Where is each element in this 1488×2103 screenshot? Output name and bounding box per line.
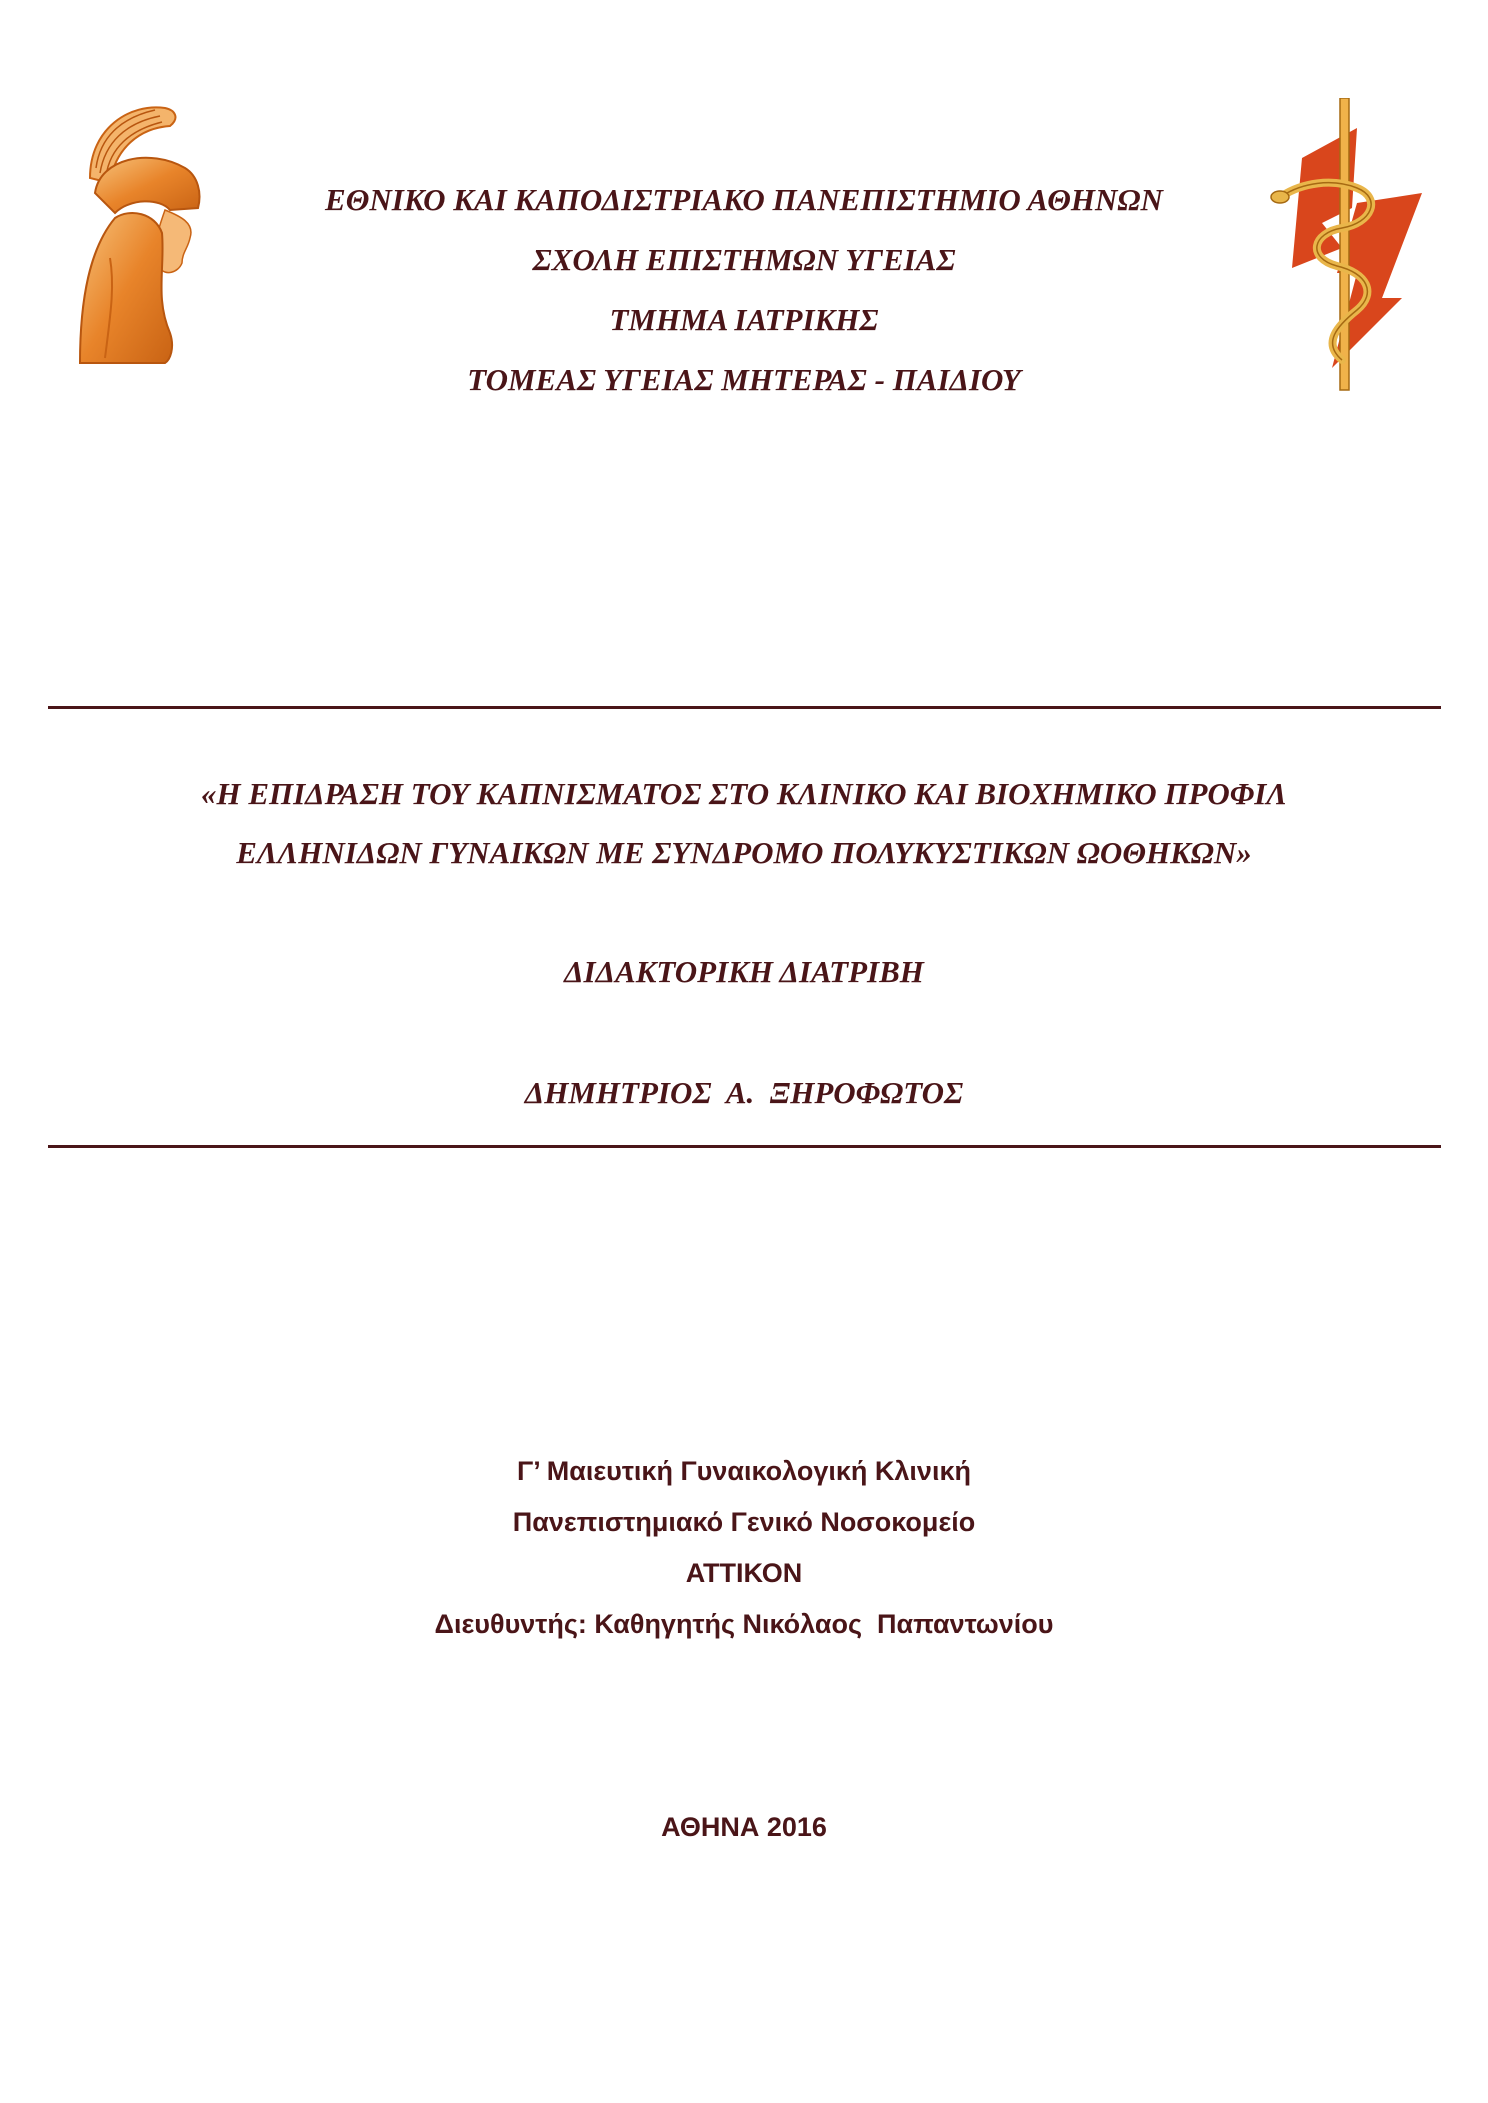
bottom-divider <box>48 1145 1441 1148</box>
thesis-title-line-2: ΕΛΛΗΝΙΔΩΝ ΓΥΝΑΙΚΩΝ ΜΕ ΣΥΝΔΡΟΜΟ ΠΟΛΥΚΥΣΤΙΚΩΝ ΩΟΘΗΚΩΝ» <box>236 835 1252 870</box>
department-name: ΤΜΗΜΑ ΙΑΤΡΙΚΗΣ <box>609 302 879 337</box>
school-name: ΣΧΟΛΗ ΕΠΙΣΤΗΜΩΝ ΥΓΕΙΑΣ <box>532 242 956 277</box>
thesis-type: ΔΙΔΑΚΤΟΡΙΚΗ ΔΙΑΤΡΙΒΗ <box>564 954 924 989</box>
clinic-name: Γ’ Μαιευτική Γυναικολογική Κλινική <box>516 1456 971 1486</box>
top-divider <box>48 706 1441 709</box>
director-line: Διευθυντής: Καθηγητής Νικόλαος Παπαντωνίου <box>434 1609 1054 1639</box>
hospital-short-name: ΑΤΤΙΚΟΝ <box>685 1558 803 1588</box>
place-and-year: ΑΘΗΝΑ 2016 <box>661 1812 827 1842</box>
author-name: ΔΗΜΗΤΡΙΟΣ Α. ΞΗΡΟΦΩΤΟΣ <box>524 1075 964 1110</box>
thesis-title-line-1: «Η ΕΠΙΔΡΑΣΗ ΤΟΥ ΚΑΠΝΙΣΜΑΤΟΣ ΣΤΟ ΚΛΙΝΙΚΟ ΚΑΙ ΒΙΟΧΗΜΙΚΟ ΠΡΟΦΙΛ <box>200 776 1288 811</box>
university-name: ΕΘΝΙΚΟ ΚΑΙ ΚΑΠΟΔΙΣΤΡΙΑΚΟ ΠΑΝΕΠΙΣΤΗΜΙΟ ΑΘΗΝΩΝ <box>325 182 1163 217</box>
hospital-name: Πανεπιστημιακό Γενικό Νοσοκομείο <box>512 1507 976 1537</box>
sector-name: ΤΟΜΕΑΣ ΥΓΕΙΑΣ ΜΗΤΕΡΑΣ - ΠΑΙΔΙΟΥ <box>467 362 1021 397</box>
